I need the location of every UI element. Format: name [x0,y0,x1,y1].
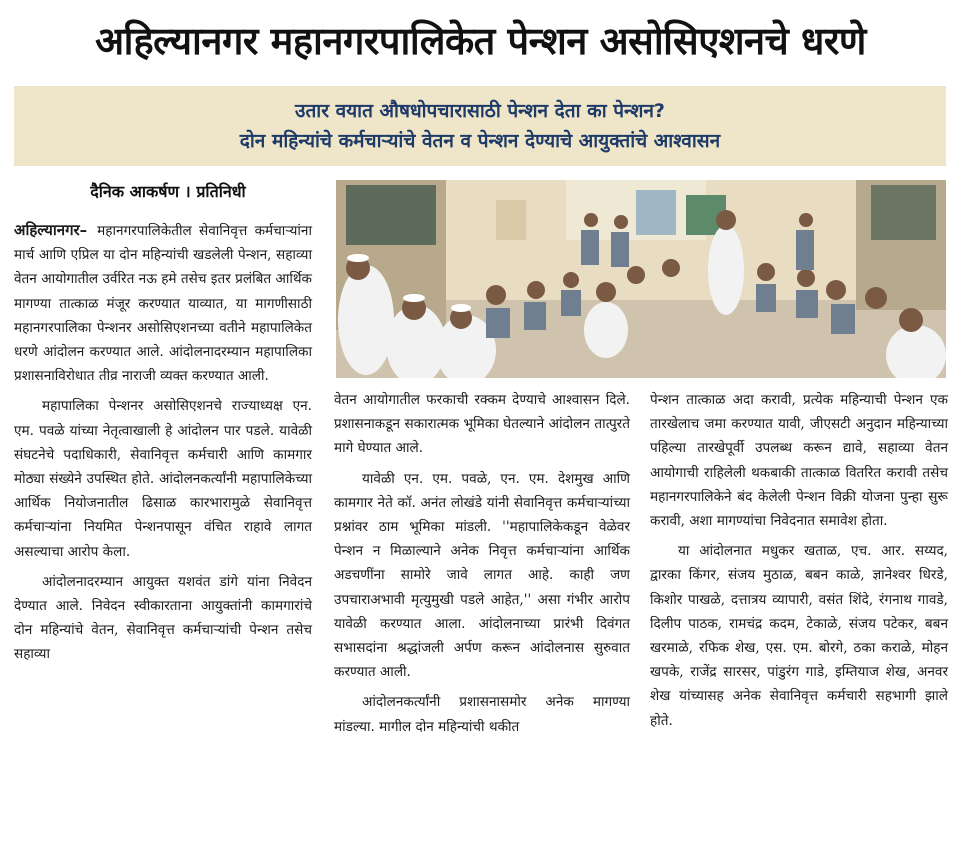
article-column-1 [14,218,312,848]
article-paragraph [14,218,312,388]
article-paragraph: यावेळी एन. एम. पवळे, एन. एम. देशमुख आणि कामगार नेते कॉ. अनंत लोखंडे यांनी सेवानिवृत्त कर्मचाऱ्यांच्या प्रश्नांवर ठाम भूमिका मांडली. ''महापालिकेकडून वेळेवर पेन्शन न मिळाल्याने अनेक निवृत्त कर्मचाऱ्यांना आर्थिक अडचणींना सामोरे जावे लागत आहे. काही जण उपचाराअभावी मृत्युमुखी पडले आहेत,'' असा गंभीर आरोप यावेळी करण्यात आला. आंदोलनाच्या प्रारंभी दिवंगत सभासदांना श्रद्धांजली अर्पण करून आंदोलनास सुरुवात करण्यात आली. [334,470,630,681]
paragraph-text: महानगरपालिकेतील सेवानिवृत्त कर्मचाऱ्यांना मार्च आणि एप्रिल या दोन महिन्यांची खडलेली पेन्शन, सहाव्या वेतन आयोगातील उर्वरित नऊ हमे तसेच इतर प्रलंबित आर्थिक मागण्या तात्काळ मंजूर करण्यात याव्यात, या मागणीसाठी महानगरपालिका पेन्शनर असोसिएशनच्या वतीने महापालिकेत धरणे आंदोलन करण्यात आले. आंदोलनादरम्यान महापालिका प्रशासनाविरोधात तीव्र नाराजी व्यक्त करण्यात आली. [14,223,312,385]
protest-photo-illustration [336,180,946,378]
article-paragraph: आंदोलनकर्त्यांनी प्रशासनासमोर अनेक मागण्या मांडल्या. मागील दोन महिन्यांची थकीत [334,694,630,735]
protest-photo [336,180,946,378]
byline: दैनिक आकर्षण । प्रतिनिधी [90,182,246,201]
article-column-3 [650,388,948,848]
article-paragraph: या आंदोलनात मधुकर खताळ, एच. आर. सय्यद, द्वारका किंगर, संजय मुठाळ, बबन काळे, ज्ञानेश्वर धिरडे, किशोर पाखळे, दत्तात्रय व्यापारी, वसंत शिंदे, रंगनाथ गावडे, दिलीप पाठक, रामचंद्र कदम, टेकाळे, संजय पटेकर, बबन खरमाळे, रफिक शेख, एस. एम. बोरगे, ठका कराळे, मोहन खपके, राजेंद्र सारसर, पांडुरंग गाडे, इम्तियाज शेख, अनवर शेख यांच्यासह अनेक सेवानिवृत्त कर्मचारी सहभागी झाले होते. [650,543,948,729]
article-column-2 [334,388,630,848]
article-paragraph: महापालिका पेन्शनर असोसिएशनचे राज्याध्यक्ष एन. एम. पवळे यांच्या नेतृत्वाखाली हे आंदोलन पार पडले. यावेळी संघटनेचे पदाधिकारी, सेवानिवृत्त कर्मचारी आणि कामगार मोठ्या संख्येने उपस्थित होते. आंदोलनकर्त्यांनी महापालिकेच्या आर्थिक नियोजनातील ढिसाळ कारभारामुळे सेवानिवृत्त कर्मचाऱ्यांना नियमित पेन्शनपासून वंचित राहावे लागत असल्याचा आरोप केला. [14,398,312,560]
headline: अहिल्यानगर महानगरपालिकेत पेन्शन असोसिएशनचे धरणे [95,19,866,63]
article-paragraph: आंदोलनादरम्यान आयुक्त यशवंत डांगे यांना निवेदन देण्यात आले. निवेदन स्वीकारताना आयुक्तांनी कामगारांचे दोन महिन्यांचे वेतन, सेवानिवृत्त कर्मचाऱ्यांची पेन्शन तसेच सहाव्या [14,573,312,663]
article-paragraph: पेन्शन तात्काळ अदा करावी, प्रत्येक महिन्याची पेन्शन एक तारखेलाच जमा करण्यात यावी, जीएसटी अनुदान महिन्याच्या पहिल्या तारखेपूर्वी उपलब्ध करून द्यावे, सहाव्या वेतन आयोगाची राहिलेली थकबाकी तात्काळ वितरित करावी तसेच महानगरपालिकेने बंद केलेली पेन्शन विक्री योजना पुन्हा सुरू करावी, अशा मागण्यांचा निवेदनात समावेश होता. [650,392,948,530]
subheadline-line-1: उतार वयात औषधोपचारासाठी पेन्शन देता का पेन्शन? [295,100,665,122]
article-paragraph: वेतन आयोगातील फरकाची रक्कम देण्याचे आश्वासन दिले. प्रशासनाकडून सकारात्मक भूमिका घेतल्याने आंदोलन तात्पुरते मागे घेण्यात आले. [334,392,630,457]
subheadline-line-2: दोन महिन्यांचे कर्मचाऱ्यांचे वेतन व पेन्शन देण्याचे आयुक्तांचे आश्वासन [239,130,721,152]
dateline: अहिल्यानगर– [14,221,88,239]
subheadline-box [14,86,946,166]
